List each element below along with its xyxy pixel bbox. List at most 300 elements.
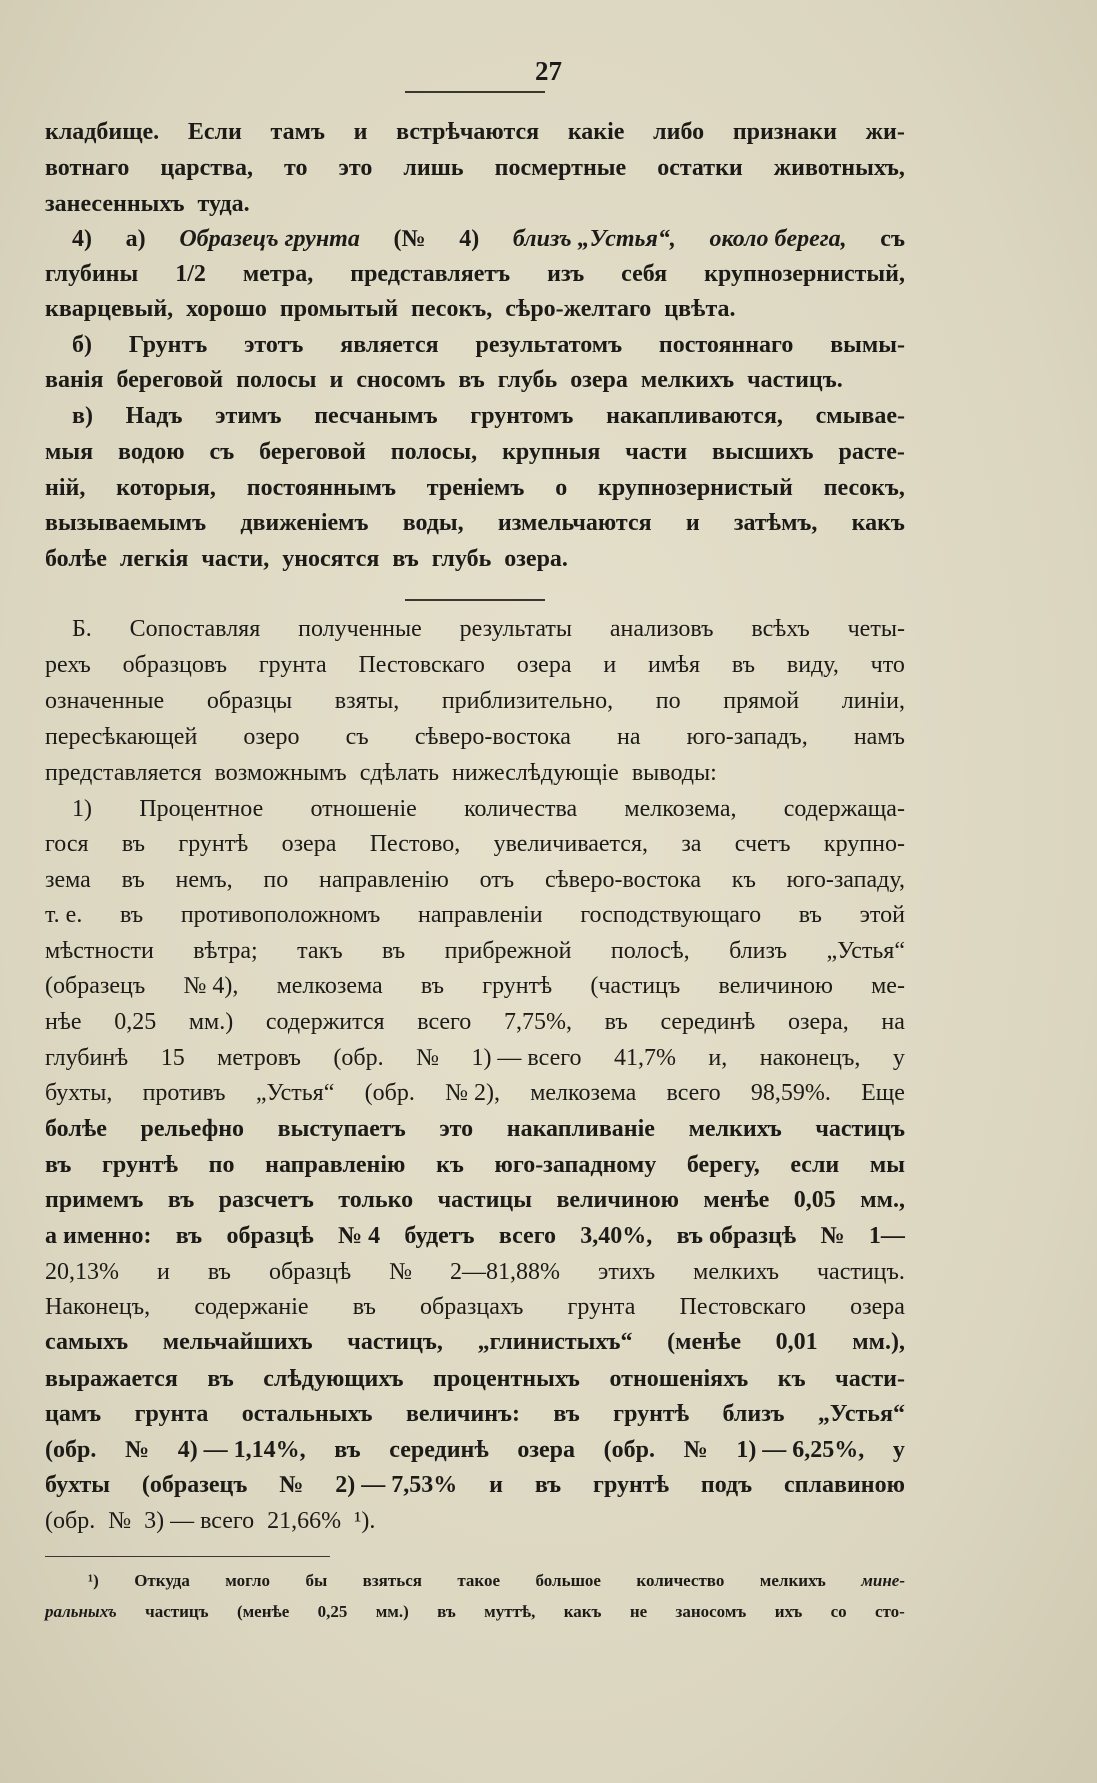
- word: въ: [175, 1223, 203, 1249]
- word: мельчайшихъ: [162, 1329, 313, 1355]
- footnote-word: большое: [535, 1571, 601, 1590]
- word: разсчетъ: [218, 1187, 314, 1213]
- word: около берега,: [709, 226, 847, 252]
- footnote-word: (менѣе: [236, 1602, 290, 1621]
- word: хорошо: [186, 296, 267, 322]
- text-line: [72, 792, 905, 826]
- word: 3,40%,: [580, 1223, 653, 1249]
- footnote-word: какъ: [563, 1602, 602, 1621]
- word: мѣстности: [45, 938, 154, 964]
- word: бухты: [45, 1472, 111, 1498]
- word: прямой: [723, 688, 800, 714]
- word: будетъ: [404, 1223, 475, 1249]
- word: по: [208, 1152, 235, 1178]
- word: то: [284, 155, 308, 181]
- word: въ: [604, 1009, 628, 1035]
- text-line: [45, 257, 905, 291]
- word: треніемъ: [426, 475, 525, 501]
- word: къ: [777, 1366, 806, 1392]
- word: Надъ: [125, 403, 183, 429]
- word: за: [681, 831, 702, 857]
- footnote-word: сто-: [874, 1602, 905, 1621]
- word: намъ: [853, 724, 905, 750]
- word: о: [555, 475, 568, 501]
- word: которыя,: [116, 475, 216, 501]
- word: содержаніе: [194, 1294, 309, 1320]
- word: 1/2: [175, 261, 206, 287]
- word: къ: [436, 1152, 464, 1178]
- text-line: [45, 684, 905, 718]
- word: 21,66%: [267, 1508, 342, 1534]
- word: результаты: [459, 616, 572, 642]
- word: изъ: [547, 261, 585, 287]
- word: противъ: [142, 1080, 226, 1106]
- word: крупно-: [823, 831, 905, 857]
- word: самыхъ: [45, 1329, 129, 1355]
- word: (№: [393, 226, 426, 252]
- word: вымы-: [830, 332, 905, 358]
- word: сносомъ: [356, 367, 446, 393]
- word: это: [439, 1116, 474, 1142]
- word: берегу,: [686, 1152, 760, 1178]
- word: сдѣлать: [359, 760, 440, 786]
- word: „глинистыхъ“: [477, 1329, 633, 1355]
- word: мелкозема: [276, 973, 383, 999]
- word: 98,59%.: [750, 1080, 831, 1106]
- word: озера: [517, 1437, 576, 1463]
- word: зема: [45, 867, 91, 893]
- word: и: [603, 652, 617, 678]
- word: тамъ: [270, 119, 325, 145]
- word: (менѣе: [667, 1329, 741, 1355]
- word: выступаетъ: [277, 1116, 406, 1142]
- word: мелкихъ: [688, 1116, 782, 1142]
- word: юго-западъ,: [686, 724, 808, 750]
- word: прибрежной: [444, 938, 572, 964]
- word: крупныя: [502, 439, 601, 465]
- word: озера: [281, 831, 337, 857]
- text-line: [45, 1219, 905, 1253]
- text-line: [45, 471, 905, 505]
- word: 0,25: [114, 1009, 157, 1035]
- word: отношеніяхъ: [609, 1366, 749, 1392]
- word: полученные: [298, 616, 422, 642]
- word: грунта: [567, 1294, 636, 1320]
- word: Пестово,: [369, 831, 461, 857]
- footnote-word: ¹): [88, 1571, 99, 1590]
- word: сплавиною: [784, 1472, 905, 1498]
- word: озера: [850, 1294, 905, 1320]
- word: № 4: [337, 1223, 381, 1249]
- word: частицъ.: [816, 1259, 905, 1285]
- word: 15: [160, 1045, 185, 1071]
- word: Процентное: [139, 796, 264, 822]
- word: Грунтъ: [128, 332, 208, 358]
- text-line: [45, 115, 905, 149]
- word: линіи,: [841, 688, 905, 714]
- word: 7,75%,: [503, 1009, 572, 1035]
- word: грунтѣ: [613, 1401, 690, 1427]
- page-number-rule: [405, 91, 545, 93]
- word: къ: [731, 867, 756, 893]
- word: „Устья“: [255, 1080, 335, 1106]
- word: анализовъ: [609, 616, 714, 642]
- text-line: [72, 222, 905, 256]
- word: „Устья“: [817, 1401, 905, 1427]
- text-line: [45, 1005, 905, 1039]
- word: представляетъ: [350, 261, 511, 287]
- word: полосѣ,: [610, 938, 690, 964]
- word: ванія: [45, 367, 104, 393]
- section-separator: [405, 599, 545, 601]
- word: (обр.: [333, 1045, 384, 1071]
- word: нижеслѣдующіе: [452, 760, 619, 786]
- word: менѣе: [703, 1187, 770, 1213]
- word: Пестовскаго: [358, 652, 485, 678]
- word: в): [72, 403, 93, 429]
- word: метра,: [242, 261, 314, 287]
- word: мыя: [45, 439, 94, 465]
- word: 1) — 6,25%,: [736, 1437, 865, 1463]
- word: полосы,: [390, 439, 478, 465]
- word: въ: [731, 652, 756, 678]
- word: противоположномъ: [180, 902, 381, 928]
- word: грунта: [258, 652, 327, 678]
- word: въ: [334, 1437, 361, 1463]
- footnote-word: мине-: [861, 1571, 905, 1590]
- text-line: [45, 1468, 905, 1502]
- word: процентныхъ: [433, 1366, 580, 1392]
- word: въ: [534, 1472, 562, 1498]
- word: образцѣ: [226, 1223, 314, 1249]
- word: сѣверо-востока: [414, 724, 571, 750]
- word: промытый: [279, 296, 399, 322]
- word: мм.,: [860, 1187, 905, 1213]
- word: серединѣ: [389, 1437, 489, 1463]
- word: посмертные: [494, 155, 627, 181]
- word: признаки: [732, 119, 837, 145]
- word: счетъ: [734, 831, 791, 857]
- page-number: 27: [535, 56, 562, 86]
- word: мелкозема: [530, 1080, 637, 1106]
- word: 2—81,88%: [450, 1259, 561, 1285]
- word: затѣмъ,: [733, 510, 818, 536]
- word: озера: [570, 367, 628, 393]
- word: грунтѣ: [482, 973, 553, 999]
- word: величиною: [556, 1187, 679, 1213]
- word: если: [790, 1152, 840, 1178]
- word: ¹).: [354, 1508, 376, 1534]
- text-line: [45, 1325, 905, 1359]
- word: лишь: [403, 155, 464, 181]
- word: жи-: [865, 119, 905, 145]
- word: болѣе: [45, 546, 107, 572]
- word: цамъ: [45, 1401, 102, 1427]
- word: образцовъ: [122, 652, 227, 678]
- word: 0,05: [793, 1187, 836, 1213]
- word: а): [125, 226, 146, 252]
- footnote-word: муттѣ,: [484, 1602, 536, 1621]
- text-line: [45, 1148, 905, 1182]
- footnote-word: со: [830, 1602, 847, 1621]
- word: количества: [464, 796, 578, 822]
- footnote-word: мм.): [375, 1602, 409, 1621]
- word: гося: [45, 831, 89, 857]
- word: въ: [798, 902, 822, 928]
- text-line: [45, 1397, 905, 1431]
- word: Наконецъ,: [45, 1294, 151, 1320]
- word: результатомъ: [475, 332, 623, 358]
- word: Пестовскаго: [679, 1294, 806, 1320]
- word: возможнымъ: [214, 760, 347, 786]
- word: выражается: [45, 1366, 178, 1392]
- footnote-word: 0,25: [317, 1602, 348, 1621]
- word: мелкихъ: [693, 1259, 779, 1285]
- word: сѣро-желтаго: [505, 296, 652, 322]
- word: движеніемъ: [240, 510, 369, 536]
- word: вотнаго: [45, 155, 130, 181]
- text-line: [45, 435, 905, 469]
- word: частицъ: [815, 1116, 905, 1142]
- word: и: [329, 367, 344, 393]
- text-line: [45, 363, 905, 397]
- word: направленію: [265, 1152, 406, 1178]
- word: полосы: [236, 367, 317, 393]
- word: выводы:: [631, 760, 717, 786]
- word: 20,13%: [45, 1259, 119, 1285]
- word: въ: [352, 1294, 376, 1320]
- word: грунтѣ: [178, 831, 249, 857]
- word: близъ: [729, 938, 788, 964]
- word: въ: [392, 546, 419, 572]
- footnote-word: въ: [437, 1602, 456, 1621]
- word: такъ: [297, 938, 343, 964]
- word: четы-: [847, 616, 905, 642]
- word: 1): [72, 796, 92, 822]
- word: въ: [121, 867, 145, 893]
- footnote-word: частицъ: [145, 1602, 209, 1621]
- text-line: [45, 151, 905, 185]
- word: озера: [516, 652, 572, 678]
- word: № 2),: [445, 1080, 500, 1106]
- word: частицъ.: [747, 367, 843, 393]
- word: грунтомъ: [470, 403, 574, 429]
- word: измельчаются: [497, 510, 652, 536]
- word: въ: [167, 1187, 195, 1213]
- text-line: [45, 756, 905, 790]
- word: близъ „Устья“,: [512, 226, 676, 252]
- word: (обр.: [45, 1508, 96, 1534]
- word: 4) — 1,14%,: [177, 1437, 306, 1463]
- word: всего: [417, 1009, 472, 1035]
- word: легкія: [119, 546, 189, 572]
- word: цвѣта.: [664, 296, 736, 322]
- text-line: [45, 1433, 905, 1467]
- text-line: [45, 1290, 905, 1324]
- word: образцахъ: [420, 1294, 524, 1320]
- word: 41,7%: [613, 1045, 676, 1071]
- word: №: [389, 1259, 413, 1285]
- word: отъ: [479, 867, 515, 893]
- word: всего: [666, 1080, 721, 1106]
- word: виду,: [786, 652, 839, 678]
- word: озера.: [504, 546, 568, 572]
- word: (обр.: [364, 1080, 415, 1106]
- word: 1—: [868, 1223, 905, 1249]
- word: 4): [72, 226, 92, 252]
- word: 3) — всего: [144, 1508, 255, 1534]
- word: воды,: [402, 510, 464, 536]
- word: занесенныхъ: [45, 191, 185, 217]
- word: 0,01: [775, 1329, 818, 1355]
- word: направленіи: [417, 902, 543, 928]
- footnote-word: мелкихъ: [759, 1571, 826, 1590]
- word: животныхъ,: [773, 155, 905, 181]
- word: крупнозернистый,: [704, 261, 905, 287]
- text-line: [45, 720, 905, 754]
- word: царства,: [160, 155, 253, 181]
- word: части-: [835, 1366, 905, 1392]
- text-line: [45, 1041, 905, 1075]
- footnote-word: ихъ: [774, 1602, 803, 1621]
- footnote-word: такое: [457, 1571, 501, 1590]
- word: и: [685, 510, 700, 536]
- word: величиною: [718, 973, 833, 999]
- word: (образецъ: [45, 973, 146, 999]
- word: грунтѣ: [593, 1472, 669, 1498]
- word: кварцевый,: [45, 296, 174, 322]
- word: и: [156, 1259, 170, 1285]
- word: водою: [118, 439, 185, 465]
- word: крупнозернистый: [598, 475, 793, 501]
- word: №: [416, 1045, 439, 1071]
- word: юго-западу,: [786, 867, 905, 893]
- word: приблизительно,: [441, 688, 614, 714]
- word: №: [683, 1437, 708, 1463]
- text-line: [45, 1183, 905, 1217]
- word: №: [124, 1437, 150, 1463]
- word: глубь: [431, 546, 492, 572]
- word: ній,: [45, 475, 86, 501]
- word: что: [870, 652, 905, 678]
- word: въ: [553, 1401, 580, 1427]
- word: Б.: [72, 616, 92, 642]
- word: примемъ: [45, 1187, 144, 1213]
- word: мм.): [188, 1009, 234, 1035]
- word: частицы: [437, 1187, 532, 1213]
- footnote-word: Откуда: [134, 1571, 190, 1590]
- word: этой: [859, 902, 905, 928]
- footnote-separator: [45, 1556, 330, 1557]
- word: остатки: [657, 155, 743, 181]
- word: мелкихъ: [640, 367, 735, 393]
- word: съ: [209, 439, 235, 465]
- word: глубины: [45, 261, 139, 287]
- word: встрѣчаются: [396, 119, 540, 145]
- word: 2) — 7,53%: [335, 1472, 458, 1498]
- word: (обр.: [603, 1437, 655, 1463]
- text-line: [72, 399, 905, 433]
- word: озеро: [243, 724, 300, 750]
- word: постояннымъ: [246, 475, 396, 501]
- word: (частицъ: [590, 973, 681, 999]
- word: озера,: [787, 1009, 849, 1035]
- text-line: [45, 1076, 905, 1110]
- word: какъ: [851, 510, 905, 536]
- footnote-line: [88, 1566, 905, 1596]
- text-line: [45, 827, 905, 861]
- word: грунтѣ: [102, 1152, 178, 1178]
- footnote-word: количество: [636, 1571, 725, 1590]
- word: вызываемымъ: [45, 510, 207, 536]
- word: уносятся: [282, 546, 380, 572]
- text-line: [72, 612, 905, 646]
- word: вѣтра;: [193, 938, 258, 964]
- word: это: [338, 155, 373, 181]
- word: у: [892, 1045, 905, 1071]
- word: только: [338, 1187, 414, 1213]
- word: мы: [869, 1152, 905, 1178]
- word: близъ: [722, 1401, 785, 1427]
- word: постояннаго: [658, 332, 794, 358]
- word: на: [881, 1009, 905, 1035]
- word: глубь: [497, 367, 558, 393]
- word: взяты,: [334, 688, 400, 714]
- word: б): [72, 332, 92, 358]
- word: этимъ: [215, 403, 282, 429]
- word: содержится: [265, 1009, 385, 1035]
- word: туда.: [197, 191, 250, 217]
- word: содержаща-: [783, 796, 905, 822]
- word: себя: [621, 261, 668, 287]
- word: ме-: [871, 973, 905, 999]
- text-line: [45, 863, 905, 897]
- word: съ: [345, 724, 369, 750]
- footnote-word: не: [629, 1602, 648, 1621]
- word: этихъ: [598, 1259, 656, 1285]
- word: на: [617, 724, 641, 750]
- word: направленію: [319, 867, 449, 893]
- word: части: [625, 439, 688, 465]
- text-line: [45, 1504, 905, 1538]
- word: накапливаются,: [606, 403, 783, 429]
- word: песокъ,: [411, 296, 493, 322]
- text-line: [45, 648, 905, 682]
- word: подъ: [700, 1472, 753, 1498]
- word: (обр.: [45, 1437, 97, 1463]
- word: высшихъ: [712, 439, 814, 465]
- word: величинъ:: [405, 1401, 521, 1427]
- word: у: [892, 1437, 905, 1463]
- footnote-word: ральныхъ: [45, 1602, 117, 1621]
- word: въ: [120, 902, 144, 928]
- word: господствующаго: [580, 902, 762, 928]
- word: береговой: [259, 439, 366, 465]
- word: а именно:: [45, 1223, 152, 1249]
- word: юго-западному: [494, 1152, 657, 1178]
- word: болѣе: [45, 1116, 107, 1142]
- word: и,: [708, 1045, 728, 1071]
- word: въ: [207, 1259, 231, 1285]
- word: №: [279, 1472, 304, 1498]
- word: грунта: [134, 1401, 209, 1427]
- word: въ: [207, 1366, 234, 1392]
- text-line: [45, 506, 905, 540]
- word: сѣверо-востока: [544, 867, 702, 893]
- word: расте-: [838, 439, 905, 465]
- word: остальныхъ: [241, 1401, 373, 1427]
- word: съ: [880, 226, 905, 252]
